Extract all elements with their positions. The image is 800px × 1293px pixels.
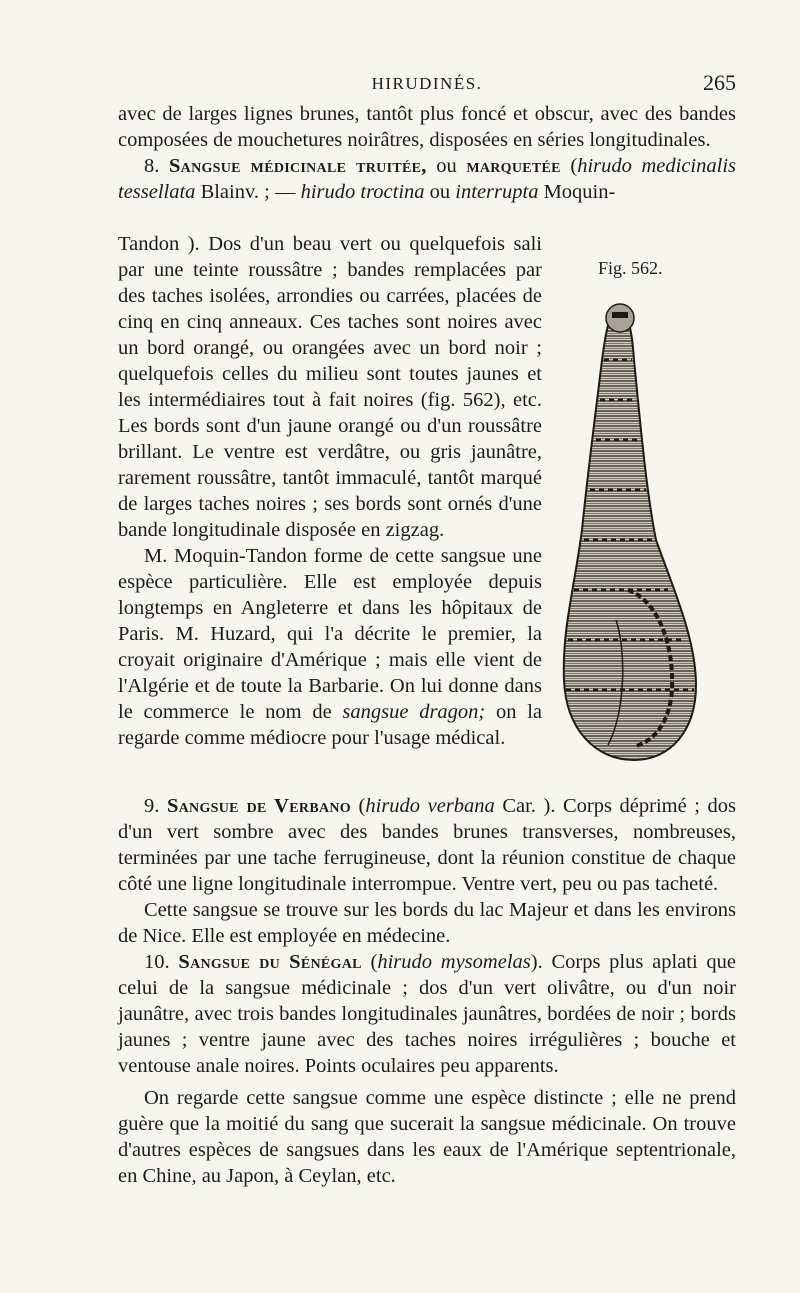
entry-number-9: 9. bbox=[144, 795, 160, 817]
page-header bbox=[118, 70, 736, 100]
page-number: 265 bbox=[703, 70, 736, 95]
text-block-side bbox=[118, 231, 542, 751]
paren-open-9: ( bbox=[358, 795, 366, 817]
text-block-bottom bbox=[118, 793, 736, 1189]
paren-open-10: ( bbox=[370, 951, 378, 973]
moquin-text-2: on la regarde comme médiocre pour l'usage médical. bbox=[118, 701, 543, 749]
latin-name-2: hirudo troctina bbox=[300, 181, 425, 203]
conjunction-2: ou bbox=[429, 181, 451, 203]
latin-name-9: hirudo verbana bbox=[365, 795, 495, 817]
paragraph-10 bbox=[118, 949, 736, 1079]
latin-name-3: interrupta bbox=[455, 181, 539, 203]
text-block-top bbox=[118, 101, 736, 205]
paragraph-final: On regarde cette sangsue comme une espèce distincte ; elle ne prend guère que la moitié du sang que sucerait la sangsue médicinale. On trouve d'autres espèces de sangsues dans les eaux de l'Amérique septentrionale, en Chine, au Japon, à Ceylan, etc. bbox=[118, 1087, 736, 1187]
paren-open: ( bbox=[570, 155, 578, 177]
description-9: Car. ). Corps déprimé ; dos d'un vert sombre avec des bandes brunes transverses, nombreuses, terminées par une tache ferrugineuse, dont la réunion constitue de chaque côté une ligne longitudinale interrompue. Ventre vert, peu ou pas tacheté. bbox=[118, 795, 736, 895]
author-text-2: Moquin- bbox=[543, 181, 616, 203]
species-name-9: Sangsue de Verbano bbox=[166, 795, 351, 817]
paragraph-8-body: Tandon ). Dos d'un beau vert ou quelquefois sali par une teinte roussâtre ; bandes remplacées par des taches isolées, arrondies ou carrées, placées de cinq en cinq anneaux. Ces taches sont noires avec un bord orangé, ou orangées avec un bord noir ; quelquefois celles du milieu sont toutes jaunes et les intermédiaires tout à fait noires (fig. 562), etc. Les bords sont d'un jaune orangé ou d'un roussâtre brillant. Le ventre est verdâtre, ou gris jaunâtre, rarement roussâtre, tantôt immaculé, tantôt marqué de larges taches noires ; ses bords sont ornés d'une bande longitudinale disposée en zigzag. bbox=[118, 233, 542, 541]
latin-name-10: hirudo mysomelas bbox=[377, 951, 531, 973]
paragraph-intro: avec de larges lignes brunes, tantôt plus foncé et obscur, avec des bandes composées de mouchetures noirâtres, disposées en séries longitudinales. bbox=[118, 103, 736, 151]
species-alt-name: marquetée bbox=[466, 155, 561, 177]
figure-label: Fig. 562. bbox=[598, 258, 663, 278]
paragraph-9 bbox=[118, 793, 736, 897]
species-name: Sangsue médicinale truitée, bbox=[168, 155, 427, 177]
author-text: Blainv. ; — bbox=[200, 181, 296, 203]
leech-illustration-icon bbox=[556, 290, 706, 770]
description-10: ). Corps plus aplati que celui de la sangsue médicinale ; dos d'un vert olivâtre, ou d'un noir jaunâtre, avec trois bandes longitudinales jaunâtres, bordées de noir ; bords jaunes ; ventre jaune avec des taches noires irrégulières ; bouche et ventouse anale noires. Points oculaires peu apparents. bbox=[118, 951, 736, 1077]
entry-number: 8. bbox=[144, 155, 160, 177]
entry-number-10: 10. bbox=[144, 951, 170, 973]
species-name-10: Sangsue du Sénégal bbox=[178, 951, 362, 973]
running-title: HIRUDINÉS. bbox=[371, 74, 483, 93]
moquin-text: M. Moquin-Tandon forme de cette sangsue une espèce particulière. Elle est employée depuis longtemps en Angleterre et dans les hôpitaux de Paris. M. Huzard, qui l'a décrite le premier, la croyait originaire d'Amérique ; mais elle vient de l'Algérie et de toute la Barbarie. On lui donne dans le commerce le nom de bbox=[118, 545, 542, 723]
paragraph-8-heading bbox=[118, 153, 736, 205]
paragraph-verbano-habitat: Cette sangsue se trouve sur les bords du lac Majeur et dans les environs de Nice. Elle est employée en médecine. bbox=[118, 899, 736, 947]
conjunction: ou bbox=[436, 155, 457, 177]
latin-name: hirudo medicinalis tessellata bbox=[118, 155, 736, 203]
common-name: sangsue dragon; bbox=[342, 701, 486, 723]
paragraph-moquin bbox=[118, 543, 542, 751]
